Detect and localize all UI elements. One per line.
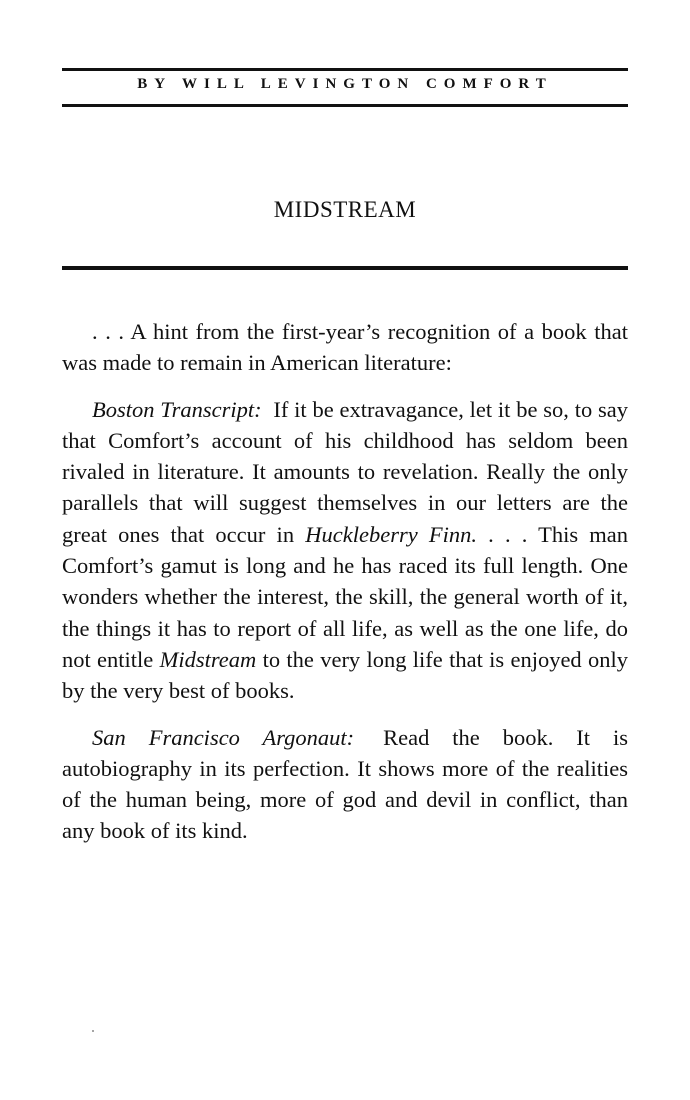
- review-source: Boston Transcript:: [92, 396, 262, 422]
- review-text-part-2: . . . This man Comfort’s gamut is long and he has raced its full length. One wonders whether the interest, the skill, the general worth of it, the things it has to report of all life, as well as the one life, do not entitle: [62, 521, 629, 672]
- body-text: [62, 316, 628, 862]
- intro-paragraph: . . . A hint from the first-year’s recognition of a book that was made to remain in American literature:: [62, 319, 628, 376]
- review-text: Read the book. It is autobiography in its perfection. It shows more of the realities of the human being, more of god and devil in conflict, than any book of its kind.: [62, 724, 628, 844]
- review-source: San Francisco Argonaut:: [92, 724, 355, 750]
- review-text-part-1: If it be extravagance, let it be so, to say that Comfort’s account of his childhood has seldom been rivaled in literature. It amounts to revelation. Really the only parallels that will suggest themselves in our letters are the great ones that occur in: [62, 396, 628, 547]
- paper-speck: [92, 1030, 94, 1032]
- top-rule: [62, 68, 628, 71]
- header-rule: [62, 104, 628, 107]
- book-title-huckleberry-finn: Huckleberry Finn.: [305, 521, 477, 547]
- running-head: BY WILL LEVINGTON COMFORT: [137, 76, 553, 92]
- book-title-midstream: Midstream: [159, 646, 257, 672]
- boston-transcript-review: [62, 394, 628, 707]
- title-rule: [62, 266, 628, 270]
- review-text-part-3: to the very long life that is enjoyed only by the very best of books.: [62, 646, 628, 704]
- san-francisco-argonaut-review: [62, 722, 628, 847]
- page-title: MIDSTREAM: [273, 197, 417, 223]
